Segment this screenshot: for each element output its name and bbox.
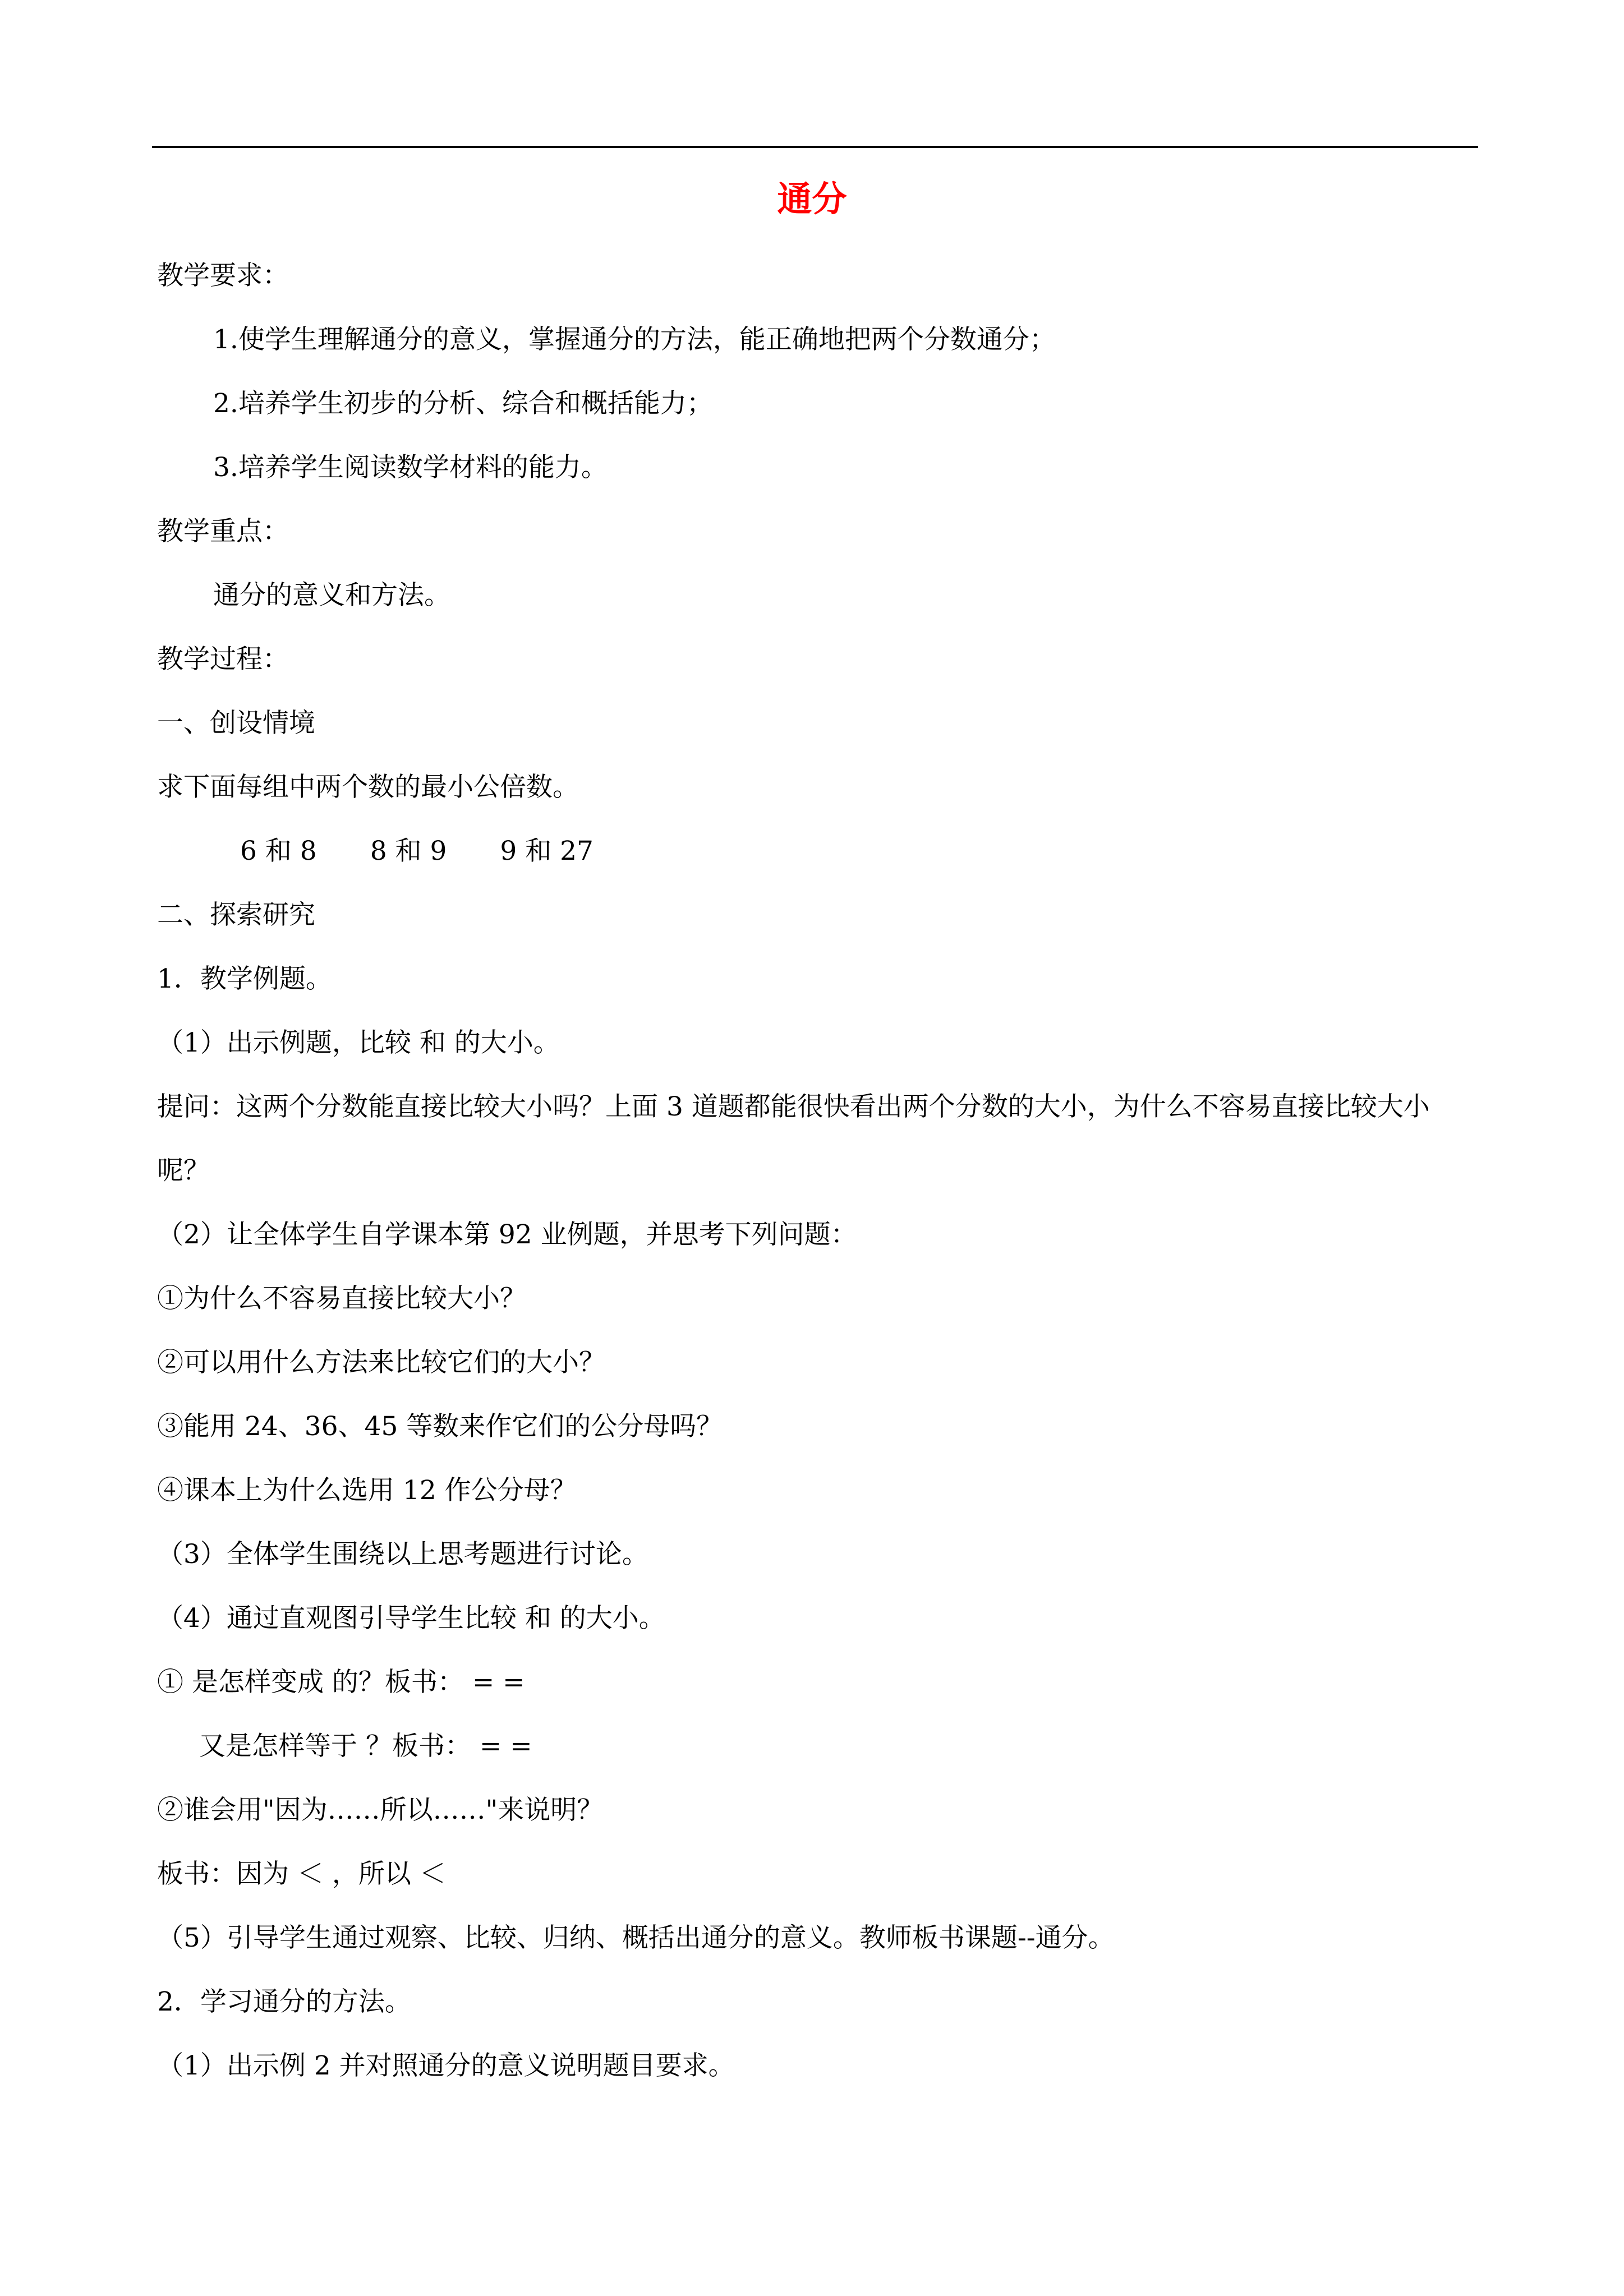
page-title: 通分 — [777, 178, 847, 219]
number-pair: 9 和 27 — [500, 836, 594, 866]
number-pair: 8 和 9 — [370, 836, 447, 866]
header-rule — [152, 146, 1478, 148]
question-item: ④课本上为什么选用 12 作公分母？ — [157, 1475, 577, 1506]
question-item: ②可以用什么方法来比较它们的大小？ — [157, 1347, 605, 1378]
key-points-text: 通分的意义和方法。 — [213, 580, 450, 611]
paragraph: （1）出示例 2 并对照通分的意义说明题目要求。 — [157, 2050, 735, 2081]
number-pair: 6 和 8 — [240, 836, 317, 866]
number-pairs — [157, 819, 1478, 883]
section2-heading: 2．学习通分的方法。 — [157, 1986, 411, 2017]
document-body — [157, 244, 1478, 2098]
paragraph: （4）通过直观图引导学生比较 和 的大小。 — [157, 1603, 665, 1634]
paragraph: （3）全体学生围绕以上思考题进行讨论。 — [157, 1539, 648, 1570]
board-note: ②谁会用"因为……所以……"来说明？ — [157, 1795, 604, 1825]
requirements-heading: 教学要求： — [157, 260, 289, 291]
question-item: ③能用 24、36、45 等数来作它们的公分母吗？ — [157, 1411, 723, 1442]
requirement-item: 2.培养学生初步的分析、综合和概括能力； — [213, 388, 713, 419]
requirement-item: 1.使学生理解通分的意义，掌握通分的方法，能正确地把两个分数通分； — [213, 324, 1056, 355]
key-points-heading: 教学重点： — [157, 516, 289, 547]
paragraph: （5）引导学生通过观察、比较、归纳、概括出通分的意义。教师板书课题--通分。 — [157, 1922, 1115, 1953]
question-item: ①为什么不容易直接比较大小？ — [157, 1283, 526, 1314]
part1-task: 求下面每组中两个数的最小公倍数。 — [157, 772, 579, 803]
part1-heading: 一、创设情境 — [157, 708, 315, 739]
paragraph: （2）让全体学生自学课本第 92 业例题，并思考下列问题： — [157, 1219, 857, 1250]
paragraph: （1）出示例题，比较 和 的大小。 — [157, 1027, 560, 1058]
requirement-item: 3.培养学生阅读数学材料的能力。 — [213, 452, 608, 483]
process-heading: 教学过程： — [157, 644, 289, 675]
board-note: 板书：因为 ＜ ，所以 ＜ — [157, 1859, 446, 1889]
board-note: 又是怎样等于 ？板书： = = — [199, 1731, 532, 1762]
part2-heading: 二、探索研究 — [157, 900, 315, 930]
board-note: ① 是怎样变成 的？板书： = = — [157, 1667, 525, 1698]
question-paragraph: 提问：这两个分数能直接比较大小吗？上面 3 道题都能很快看出两个分数的大小，为什么不容易直接比较大小呢？ — [157, 1091, 1430, 1186]
section1-heading: 1．教学例题。 — [157, 963, 332, 994]
